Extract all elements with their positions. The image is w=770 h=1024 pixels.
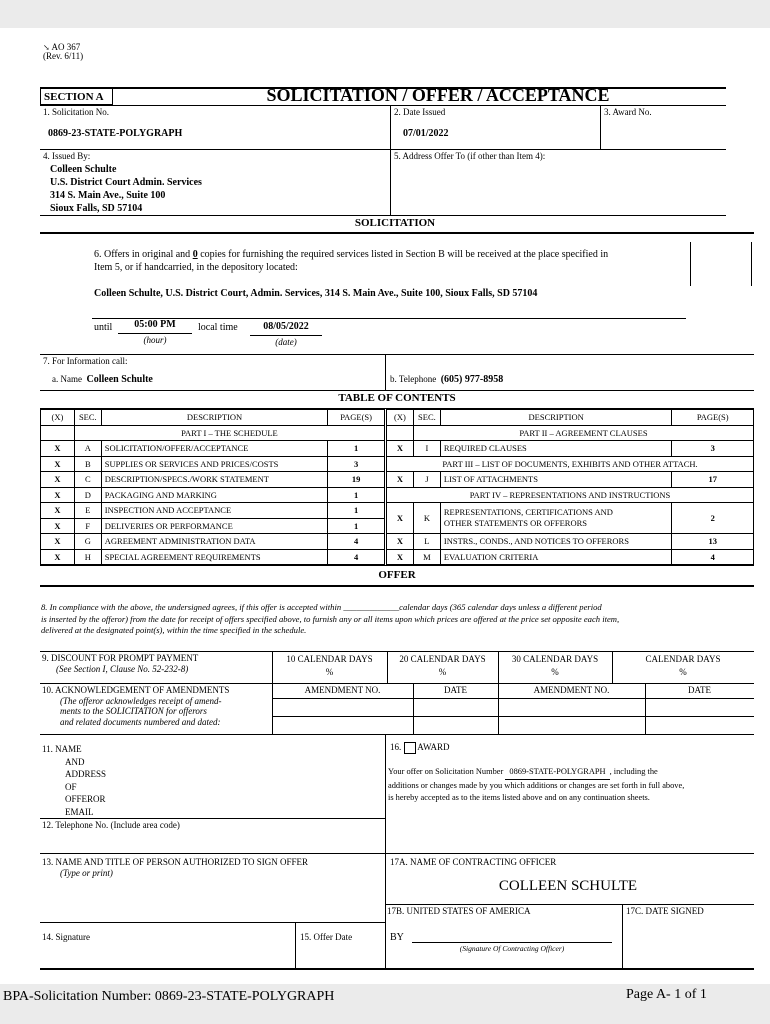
solicitation-heading: SOLICITATION — [354, 217, 436, 229]
item8-line: is inserted by the offeror) from the date for receipt of offers specified above, to furnish any or all items upon which prices are offered at the price set opposite each item, — [41, 613, 620, 624]
toc-x: X — [387, 441, 414, 457]
toc-part-row — [387, 456, 754, 472]
form-id-block — [43, 43, 83, 61]
issued-by-line: Colleen Schulte — [50, 164, 117, 175]
item6-line2: Item 5, or if handcarried, in the depository located: — [94, 262, 298, 273]
toc-desc: PACKAGING AND MARKING — [101, 487, 327, 503]
toc-pages: 1 — [328, 518, 385, 534]
footer-solicitation-number: BPA-Solicitation Number: 0869-23-STATE-POLYGRAPH — [3, 989, 335, 1004]
signature-label: 14. Signature — [42, 932, 90, 942]
award-line: additions or changes made by you which additions or changes are set forth in full above, — [388, 780, 685, 790]
award-no-label: 3. Award No. — [604, 107, 652, 117]
toc-pages: 4 — [328, 534, 385, 550]
item6-text — [94, 248, 690, 274]
toc-left-table — [40, 409, 385, 565]
item10-sub: ments to the SOLICITATION for offerors — [60, 706, 207, 716]
toc-col-desc: DESCRIPTION — [101, 410, 327, 426]
toc-heading: TABLE OF CONTENTS — [338, 392, 456, 404]
toc-x: X — [41, 549, 75, 565]
toc-desc-line: REPRESENTATIONS, CERTIFICATIONS AND — [443, 507, 613, 517]
toc-part-row — [387, 425, 754, 441]
date-signed-label: 17C. DATE SIGNED — [626, 906, 704, 916]
page-footer — [0, 984, 770, 1024]
officer-label: 17A. NAME OF CONTRACTING OFFICER — [390, 857, 557, 867]
issued-by-line: 314 S. Main Ave., Suite 100 — [50, 190, 166, 201]
award-solicitation-number: 0869-STATE-POLYGRAPH — [505, 766, 609, 780]
item8-line: delivered at the designated point(s), within the time specified in the schedule. — [41, 625, 307, 635]
table-row — [387, 472, 754, 488]
item6-post: copies for furnishing the required services listed in Section B will be received at the place specified in — [200, 249, 609, 260]
award-text-pre: Your offer on Solicitation Number — [388, 767, 504, 776]
toc-part4: PART IV – REPRESENTATIONS AND INSTRUCTIONS — [387, 487, 754, 503]
date-issued-value: 07/01/2022 — [403, 128, 449, 139]
toc-sec: C — [74, 472, 101, 488]
toc-x: X — [387, 549, 414, 565]
form-page — [0, 28, 770, 984]
depository-location: Colleen Schulte, U.S. District Court, Admin. Services, 314 S. Main Ave., Suite 100, Sioux Falls, SD 57104 — [94, 288, 538, 299]
toc-part1: PART I – THE SCHEDULE — [74, 425, 384, 441]
toc-x: X — [41, 534, 75, 550]
toc-col-pages: PAGE(S) — [328, 410, 385, 426]
local-time-label: local time — [198, 322, 238, 333]
toc-col-desc: DESCRIPTION — [440, 410, 672, 426]
toc-desc: REQUIRED CLAUSES — [440, 441, 672, 457]
item8-text — [41, 602, 753, 637]
toc-pages: 4 — [328, 549, 385, 565]
amendment-date-col-2: DATE — [688, 685, 711, 695]
info-phone-label: b. Telephone — [390, 374, 437, 384]
table-row — [387, 534, 754, 550]
discount-30 — [498, 653, 612, 679]
award-line: is hereby accepted as to the items listed above and on any continuation sheets. — [388, 793, 650, 802]
item13-sub: (Type or print) — [60, 868, 113, 878]
offer-heading: OFFER — [378, 569, 416, 581]
toc-desc-line: OTHER STATEMENTS OR OFFERORS — [443, 518, 588, 528]
toc-pages: 1 — [328, 487, 385, 503]
award-text-post: , including the — [609, 767, 658, 776]
toc-col-x: (X) — [41, 410, 75, 426]
toc-col-sec: SEC. — [74, 410, 101, 426]
toc-desc: DESCRIPTION/SPECS./WORK STATEMENT — [101, 472, 327, 488]
deadline-date: 08/05/2022 — [263, 321, 309, 332]
item8-line: 8. In compliance with the above, the undersigned agrees, if this offer is accepted within _____________calendar days (365 calendar days unless a different period — [41, 602, 602, 612]
toc-x: X — [41, 487, 75, 503]
discount-20 — [387, 653, 498, 679]
toc-sec: G — [74, 534, 101, 550]
toc-right-table — [386, 409, 754, 565]
issued-by-address — [50, 163, 202, 215]
item13-label: 13. NAME AND TITLE OF PERSON AUTHORIZED TO SIGN OFFER — [42, 857, 309, 867]
amendment-no-col: AMENDMENT NO. — [304, 685, 381, 695]
toc-sec: F — [74, 518, 101, 534]
toc-pages: 3 — [328, 456, 385, 472]
item6-pre: 6. Offers in original and — [94, 249, 191, 260]
toc-pages: 19 — [328, 472, 385, 488]
item9-sub: (See Section I, Clause No. 52-232-8) — [56, 664, 189, 674]
toc-x: X — [41, 456, 75, 472]
discount-10-label: 10 CALENDAR DAYS — [286, 654, 373, 664]
info-call-label: 7. For Information call: — [43, 356, 128, 366]
toc-desc: SOLICITATION/OFFER/ACCEPTANCE — [101, 441, 327, 457]
info-name-row — [52, 374, 153, 385]
until-label: until — [94, 322, 113, 333]
award-num: 16. — [390, 742, 402, 753]
item12-label: 12. Telephone No. (Include area code) — [42, 820, 180, 830]
officer-signature-caption: (Signature Of Contracting Officer) — [459, 944, 565, 953]
item11-line: ADDRESS — [65, 769, 107, 779]
usa-label: 17B. UNITED STATES OF AMERICA — [387, 906, 531, 916]
toc-pages: 3 — [672, 441, 754, 457]
table-row — [41, 503, 385, 519]
toc-desc: INSTRS., CONDS., AND NOTICES TO OFFERORS — [440, 534, 672, 550]
toc-x: X — [41, 472, 75, 488]
toc-pages: 1 — [328, 503, 385, 519]
table-row — [41, 534, 385, 550]
address-offer-label: 5. Address Offer To (if other than Item 4): — [394, 151, 546, 161]
award-checkbox[interactable] — [404, 742, 416, 754]
table-row — [41, 456, 385, 472]
item6-copies: 0 — [192, 249, 198, 260]
toc-part3: PART III – LIST OF DOCUMENTS, EXHIBITS AND OTHER ATTACH. — [387, 456, 754, 472]
toc-x: X — [387, 503, 414, 534]
offer-date-label: 15. Offer Date — [300, 932, 353, 942]
award-label: AWARD — [417, 742, 450, 753]
issued-by-line: Sioux Falls, SD 57104 — [50, 203, 143, 214]
item11-block — [42, 743, 106, 818]
toc-desc: AGREEMENT ADMINISTRATION DATA — [101, 534, 327, 550]
toc-x: X — [41, 441, 75, 457]
table-row — [41, 441, 385, 457]
item11-line: OF — [65, 781, 77, 792]
form-id: AO 367 — [51, 42, 81, 52]
toc-sec: E — [74, 503, 101, 519]
hour-caption: (hour) — [143, 335, 167, 345]
date-issued-label: 2. Date Issued — [394, 107, 446, 117]
toc-sec: I — [413, 441, 440, 457]
item10-block — [42, 685, 229, 727]
toc-desc: LIST OF ATTACHMENTS — [440, 472, 672, 488]
table-row — [41, 549, 385, 565]
info-name-label: a. Name — [52, 374, 82, 384]
toc-x: X — [387, 472, 414, 488]
toc-sec: A — [74, 441, 101, 457]
discount-30-pct[interactable]: % — [551, 667, 559, 677]
amendment-date-col: DATE — [444, 685, 467, 695]
item11-label: 11. NAME — [42, 744, 82, 754]
form-mark-icon: ↘ — [43, 43, 50, 52]
discount-cal-label: CALENDAR DAYS — [645, 654, 721, 664]
discount-cal-pct[interactable]: % — [679, 667, 687, 677]
item9-label: 9. DISCOUNT FOR PROMPT PAYMENT — [42, 653, 199, 663]
toc-pages: 17 — [672, 472, 754, 488]
discount-30-label: 30 CALENDAR DAYS — [511, 654, 599, 664]
award-text — [388, 766, 752, 805]
toc-part-row — [387, 487, 754, 503]
footer-page-number: Page A- 1 of 1 — [626, 987, 707, 1002]
officer-name: COLLEEN SCHULTE — [498, 878, 638, 894]
toc-col-sec: SEC. — [413, 410, 440, 426]
item11-line: EMAIL — [65, 806, 94, 817]
toc-sec: D — [74, 487, 101, 503]
item10-sub: and related documents numbered and dated: — [60, 716, 221, 727]
toc-x: X — [387, 534, 414, 550]
issued-by-line: U.S. District Court Admin. Services — [50, 177, 202, 188]
toc-desc: DELIVERIES OR PERFORMANCE — [101, 518, 327, 534]
page-title: SOLICITATION / OFFER / ACCEPTANCE — [266, 85, 610, 105]
toc-header-row — [387, 410, 754, 426]
toc-part-row — [41, 425, 385, 441]
table-row — [41, 518, 385, 534]
toc-pages: 2 — [672, 503, 754, 534]
toc-col-x: (X) — [387, 410, 414, 426]
discount-20-label: 20 CALENDAR DAYS — [399, 654, 486, 664]
discount-10-pct[interactable]: % — [325, 667, 334, 677]
issued-by-label: 4. Issued By: — [43, 151, 91, 161]
toc-desc — [440, 503, 672, 534]
item9-block — [42, 653, 198, 675]
item13-block — [42, 857, 308, 879]
date-caption: (date) — [275, 337, 297, 347]
toc-desc: EVALUATION CRITERIA — [440, 549, 672, 565]
toc-desc: SUPPLIES OR SERVICES AND PRICES/COSTS — [101, 456, 327, 472]
table-row — [387, 441, 754, 457]
discount-10 — [272, 653, 387, 679]
toc-sec: L — [413, 534, 440, 550]
info-name-value: Colleen Schulte — [86, 374, 153, 385]
info-phone-row — [390, 374, 503, 385]
solicitation-no-label: 1. Solicitation No. — [43, 107, 109, 117]
section-label: SECTION A — [40, 88, 113, 105]
table-row — [387, 549, 754, 565]
toc-part2: PART II – AGREEMENT CLAUSES — [413, 425, 753, 441]
toc-x: X — [41, 503, 75, 519]
toc-sec: J — [413, 472, 440, 488]
deadline-time: 05:00 PM — [134, 319, 176, 330]
toc-col-pages: PAGE(S) — [672, 410, 754, 426]
discount-cal — [612, 653, 754, 679]
table-row — [387, 503, 754, 534]
award-row — [390, 742, 450, 754]
item10-label: 10. ACKNOWLEDGEMENT OF AMENDMENTS — [42, 685, 230, 695]
amendment-no-col-2: AMENDMENT NO. — [533, 685, 610, 695]
table-row — [41, 472, 385, 488]
solicitation-no-value: 0869-23-STATE-POLYGRAPH — [48, 128, 183, 139]
toc-pages: 4 — [672, 549, 754, 565]
item11-line: AND — [65, 756, 85, 767]
by-label: BY — [390, 932, 404, 943]
toc-sec: B — [74, 456, 101, 472]
info-phone-value: (605) 977-8958 — [440, 374, 504, 385]
toc-sec: H — [74, 549, 101, 565]
toc-pages: 1 — [328, 441, 385, 457]
toc-header-row — [41, 410, 385, 426]
toc-x: X — [41, 518, 75, 534]
discount-20-pct[interactable]: % — [438, 667, 447, 677]
toc-desc: INSPECTION AND ACCEPTANCE — [101, 503, 327, 519]
form-rev: (Rev. 6/11) — [43, 51, 84, 61]
toc-desc: SPECIAL AGREEMENT REQUIREMENTS — [101, 549, 327, 565]
table-row — [41, 487, 385, 503]
item10-sub: (The offeror acknowledges receipt of amend- — [60, 695, 222, 706]
toc-pages: 13 — [672, 534, 754, 550]
item11-line: OFFEROR — [65, 794, 106, 804]
toc-sec: M — [413, 549, 440, 565]
toc-sec: K — [413, 503, 440, 534]
